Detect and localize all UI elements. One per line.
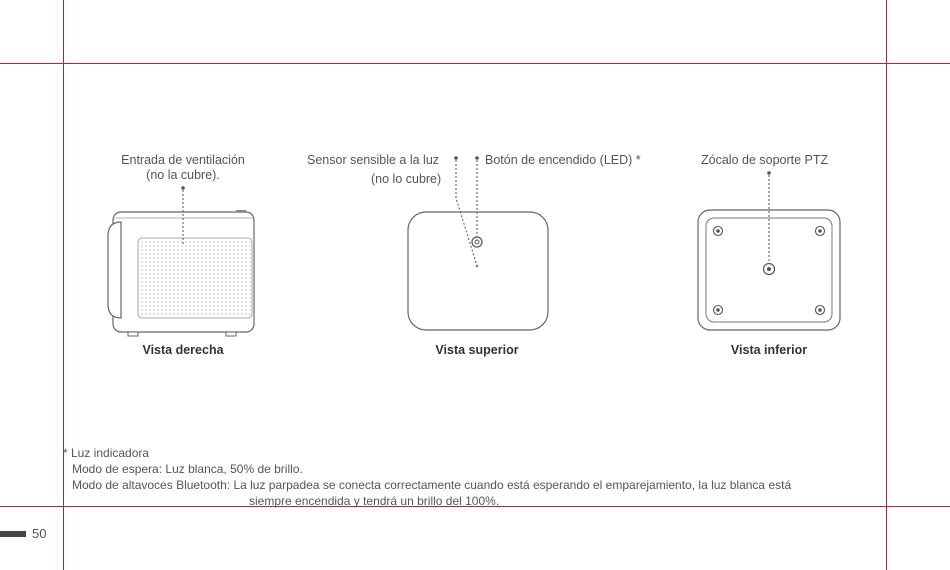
vent-label-line1: Entrada de ventilación bbox=[121, 153, 245, 167]
light-sensor-note: (no lo cubre) bbox=[371, 172, 442, 186]
footnote-title: * Luz indicadora bbox=[63, 446, 150, 460]
ptz-socket-label: Zócalo de soporte PTZ bbox=[701, 153, 829, 167]
page-number: 50 bbox=[32, 526, 47, 541]
light-sensor-label: Sensor sensible a la luz bbox=[307, 153, 440, 167]
footnote-bluetooth-line1: Modo de altavoces Bluetooth: La luz parpadea se conecta correctamente cuando está esperando el emparejamiento, la luz blanca está bbox=[72, 478, 792, 492]
right-view-drawing bbox=[108, 186, 254, 336]
page-number-bar bbox=[0, 531, 26, 537]
bottom-view-drawing bbox=[698, 171, 840, 330]
right-view-title: Vista derecha bbox=[142, 343, 224, 357]
top-view-title: Vista superior bbox=[435, 343, 519, 357]
vent-label-line2: (no la cubre). bbox=[146, 168, 220, 182]
bottom-view-title: Vista inferior bbox=[730, 343, 808, 357]
footnote-bluetooth-line2: siempre encendida y tendrá un brillo del 100%. bbox=[249, 494, 500, 508]
vent-label bbox=[121, 153, 245, 183]
power-button-label: Botón de encendido (LED) * bbox=[485, 153, 641, 167]
footnote-standby: Modo de espera: Luz blanca, 50% de brillo. bbox=[72, 462, 303, 476]
